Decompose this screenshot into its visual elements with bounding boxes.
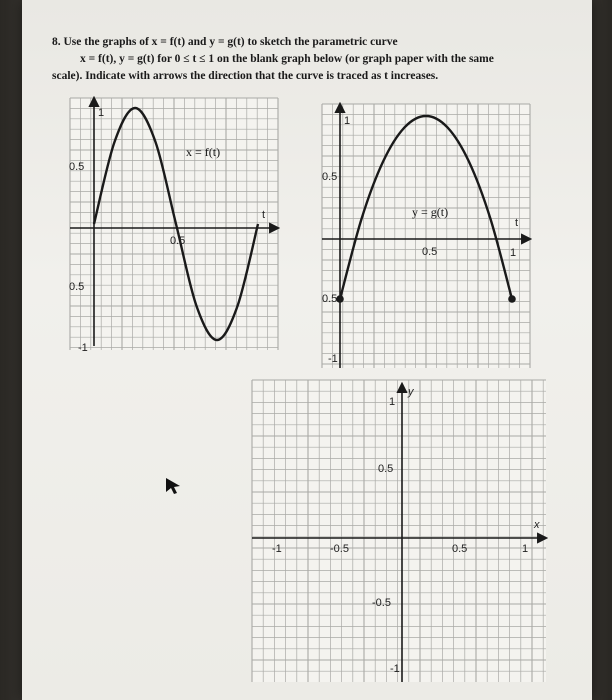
problem-line-3: scale). Indicate with arrows the direction that the curve is traced as t increases. bbox=[52, 70, 439, 82]
blank-tick-x-half: 0.5 bbox=[452, 543, 468, 555]
g-end-point bbox=[508, 295, 516, 303]
f-tick-y-half: 0.5 bbox=[69, 161, 85, 173]
f-tick-t-half: 0.5 bbox=[170, 235, 186, 247]
blank-x-var: x bbox=[534, 519, 540, 531]
g-tick-t-half: 0.5 bbox=[422, 246, 438, 258]
grid-f bbox=[70, 98, 278, 350]
blank-y-var: y bbox=[408, 386, 414, 398]
f-function-label: x = f(t) bbox=[186, 145, 221, 159]
problem-line-2: x = f(t), y = g(t) for 0 ≤ t ≤ 1 on the blank graph below (or graph paper with the same bbox=[80, 53, 494, 65]
g-tick-y-bottom: -1 bbox=[328, 353, 338, 365]
graph-blank bbox=[252, 380, 546, 682]
blank-tick-y-bottom: -1 bbox=[390, 663, 400, 675]
grid-blank bbox=[252, 380, 546, 682]
g-tick-y-neg-half: 0.5 bbox=[322, 293, 338, 305]
graph-g bbox=[322, 104, 530, 368]
blank-tick-y-half: 0.5 bbox=[378, 463, 394, 475]
f-axis-var: t bbox=[262, 209, 266, 221]
blank-tick-x-neg-half: -0.5 bbox=[330, 543, 349, 555]
grid-blank-background bbox=[252, 380, 546, 682]
g-axis-var: t bbox=[515, 217, 519, 229]
g-tick-y-half: 0.5 bbox=[322, 171, 338, 183]
g-start-point bbox=[336, 295, 344, 303]
f-tick-y-bottom: -1 bbox=[78, 342, 88, 354]
graph-f bbox=[69, 98, 278, 354]
blank-tick-y-top: 1 bbox=[389, 396, 396, 408]
problem-line-1: 8. Use the graphs of x = f(t) and y = g(t) to sketch the parametric curve bbox=[52, 36, 398, 48]
grid-g bbox=[322, 104, 530, 368]
blank-tick-x-neg-one: -1 bbox=[272, 543, 282, 555]
blank-tick-y-neg-half: -0.5 bbox=[372, 597, 391, 609]
f-tick-y-top: 1 bbox=[98, 107, 105, 119]
g-tick-t-one: 1 bbox=[510, 247, 517, 259]
mouse-cursor-icon bbox=[166, 478, 180, 494]
g-function-label: y = g(t) bbox=[412, 205, 449, 219]
g-tick-y-top: 1 bbox=[344, 115, 351, 127]
f-tick-y-neg-half: 0.5 bbox=[69, 281, 85, 293]
blank-tick-x-one: 1 bbox=[522, 543, 529, 555]
